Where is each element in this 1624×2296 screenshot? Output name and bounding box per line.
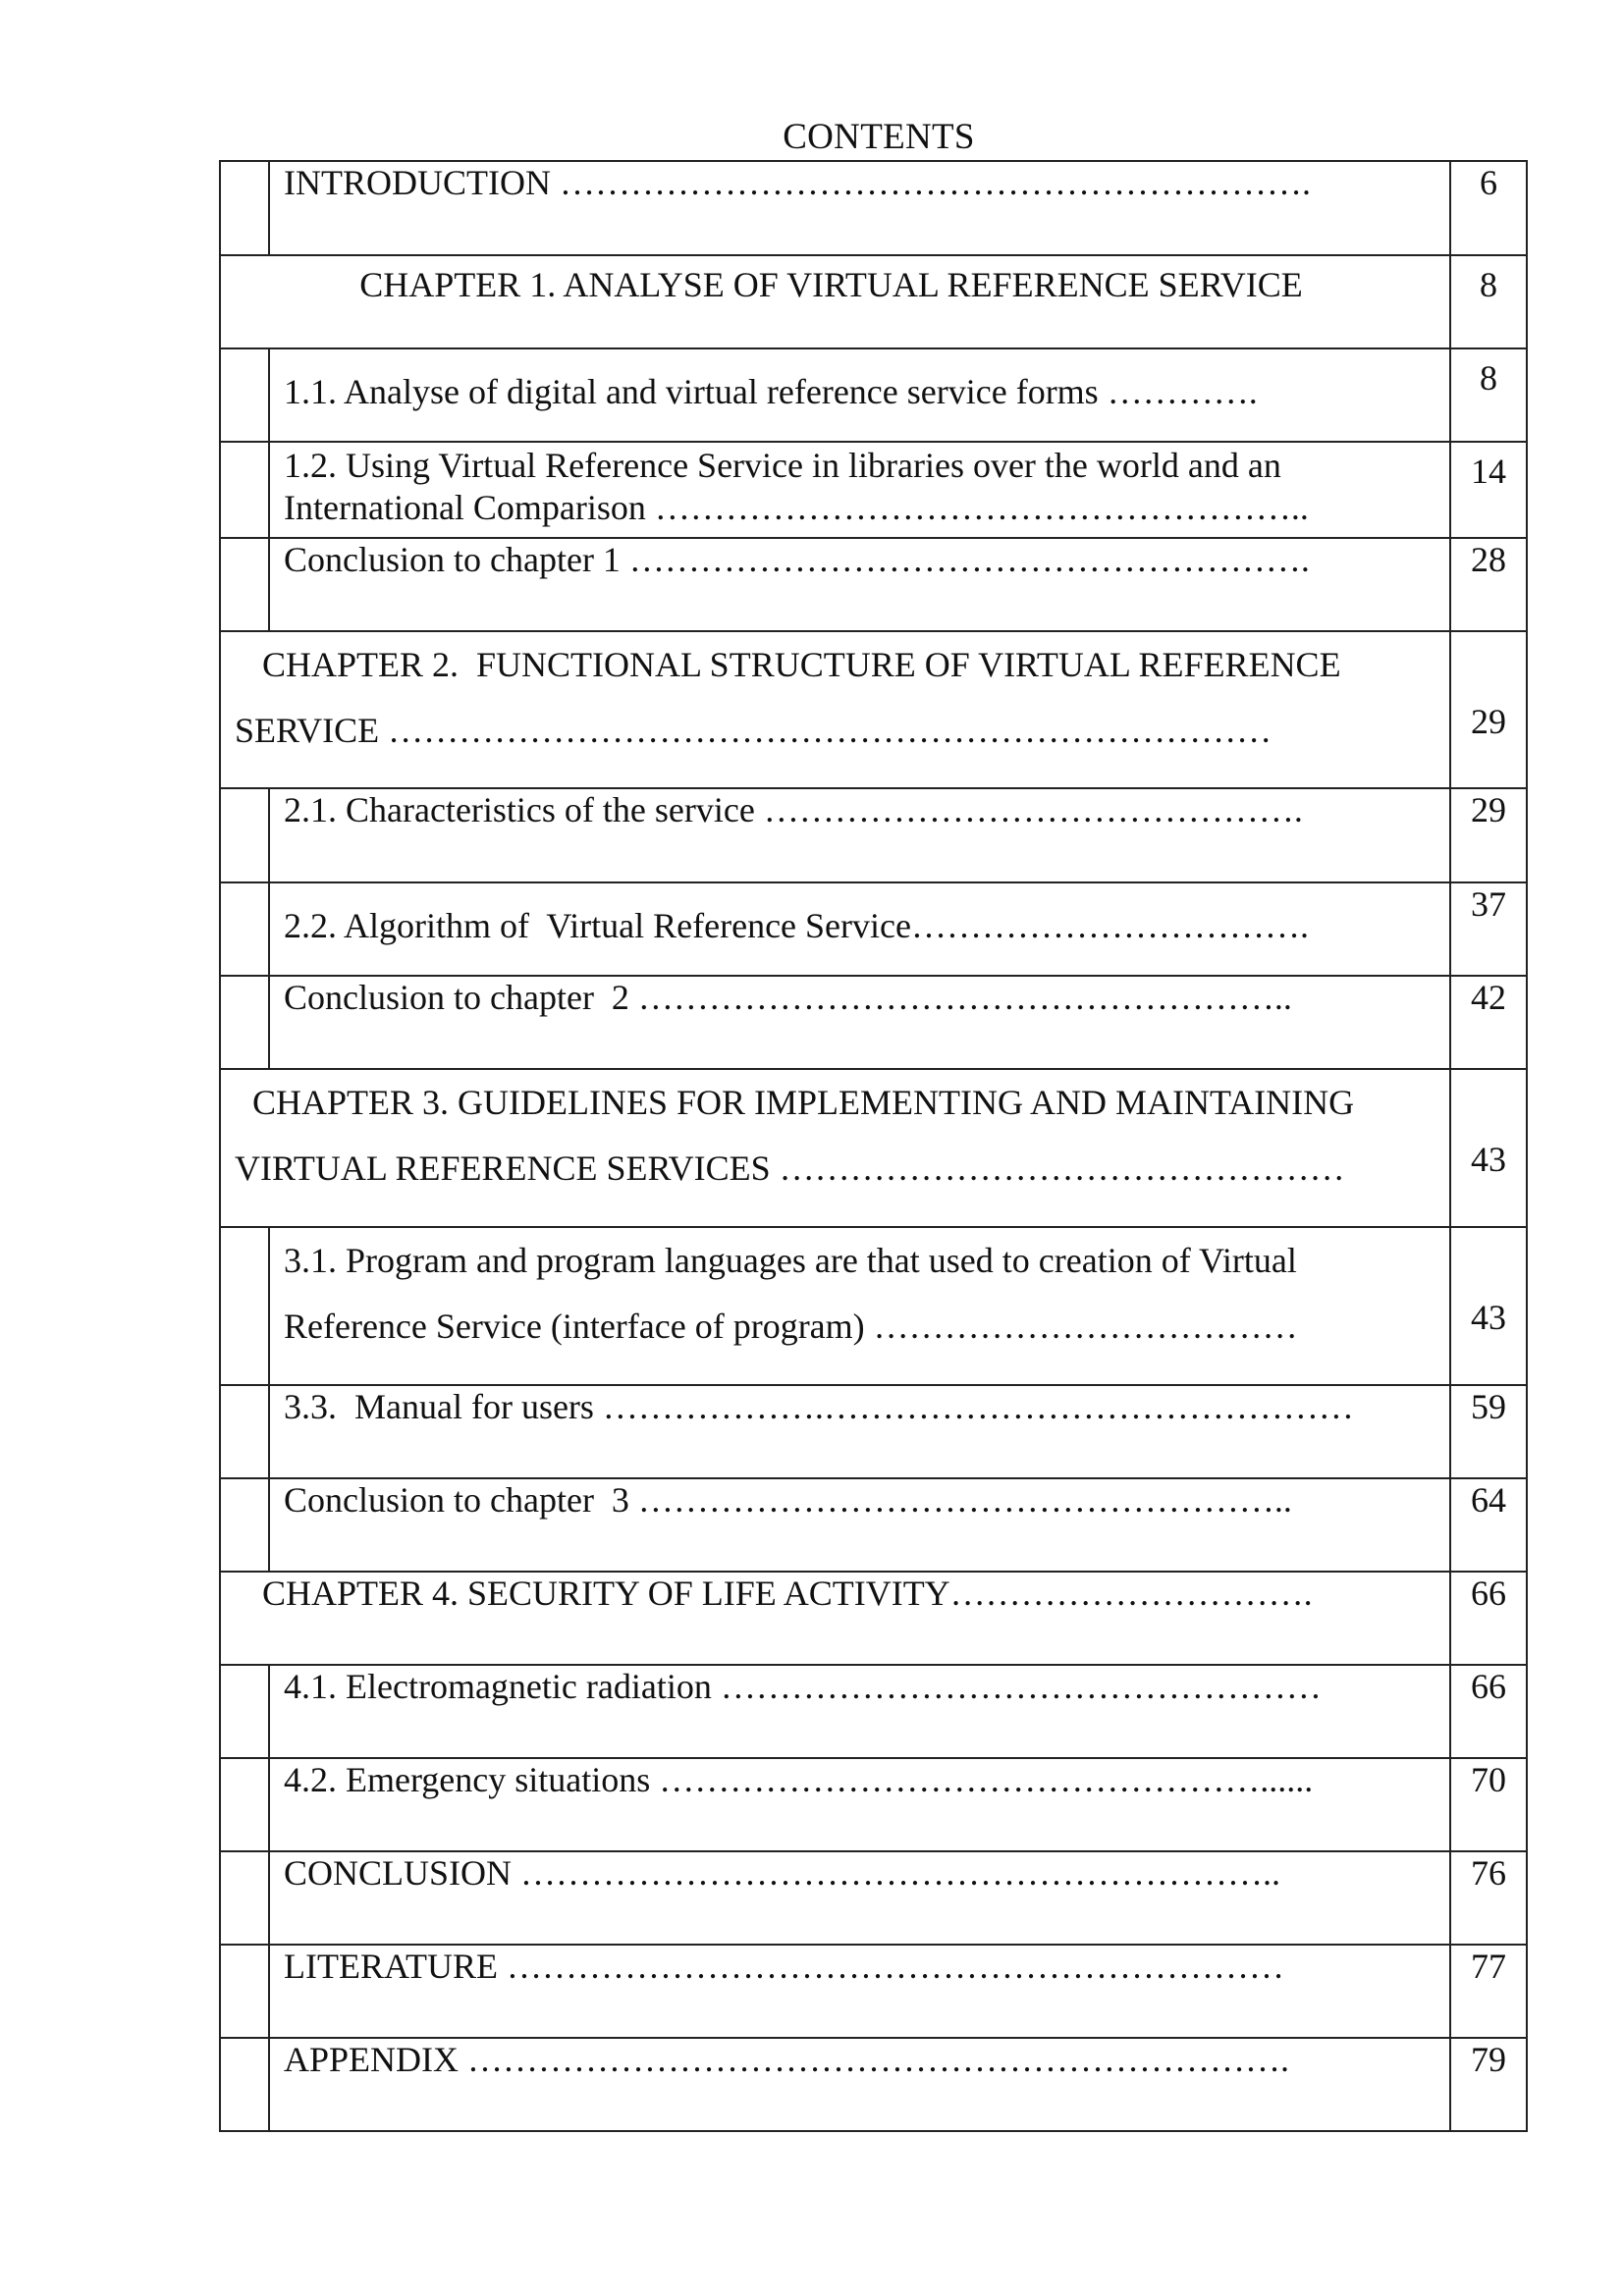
- page-cell: [1450, 1851, 1527, 1945]
- indent-cell: [220, 788, 269, 882]
- toc-row-conclusion-2: [220, 976, 1527, 1069]
- page-cell: [1450, 348, 1527, 442]
- contents-table: [219, 160, 1528, 2132]
- chapter-heading-text[interactable]: CHAPTER 1. ANALYSE OF VIRTUAL REFERENCE SERVICE: [359, 265, 1303, 304]
- toc-entry-text[interactable]: CONCLUSION ………………………………………………………..: [284, 1853, 1281, 1893]
- toc-entry-text[interactable]: 1.1. Analyse of digital and virtual reference service forms ………….: [284, 372, 1258, 411]
- toc-row-literature: [220, 1945, 1527, 2038]
- toc-entry-cell: [269, 1227, 1450, 1385]
- page-number: 79: [1471, 2040, 1506, 2079]
- toc-row-conclusion-3: [220, 1478, 1527, 1572]
- toc-entry-cell: [269, 1945, 1450, 2038]
- toc-entry-text[interactable]: Conclusion to chapter 2 ………………………………………………..: [284, 978, 1292, 1017]
- page-number: 37: [1471, 884, 1506, 924]
- toc-entry-cell: [269, 788, 1450, 882]
- page-number: 29: [1471, 790, 1506, 829]
- page-cell: [1450, 1758, 1527, 1851]
- page-number: 42: [1471, 978, 1506, 1017]
- page-number: 14: [1471, 452, 1506, 491]
- chapter-heading-cell: [220, 255, 1450, 348]
- page-cell: [1450, 788, 1527, 882]
- chapter-heading-cell: [220, 631, 1450, 788]
- toc-row-introduction: [220, 161, 1527, 255]
- toc-entry-text[interactable]: 2.1. Characteristics of the service ……………………………………….: [284, 790, 1303, 829]
- page-cell: [1450, 1069, 1527, 1227]
- toc-row-chapter-2: [220, 631, 1527, 788]
- toc-row-conclusion: [220, 1851, 1527, 1945]
- toc-entry-cell: [269, 1665, 1450, 1758]
- page-cell: [1450, 1665, 1527, 1758]
- indent-cell: [220, 348, 269, 442]
- toc-entry-text[interactable]: 3.3. Manual for users ……………….………………………………………: [284, 1387, 1354, 1426]
- indent-cell: [220, 1665, 269, 1758]
- toc-entry-cell: [269, 161, 1450, 255]
- page-title: CONTENTS: [783, 117, 975, 157]
- page-number: 43: [1471, 1298, 1506, 1337]
- page-cell: [1450, 255, 1527, 348]
- indent-cell: [220, 1385, 269, 1478]
- toc-entry-cell: [269, 976, 1450, 1069]
- toc-row-section-1-1: [220, 348, 1527, 442]
- page-number: 29: [1471, 702, 1506, 741]
- page-number: 70: [1471, 1760, 1506, 1799]
- page-number: 66: [1471, 1667, 1506, 1706]
- toc-entry-text[interactable]: Conclusion to chapter 1 ………………………………………………….: [284, 540, 1310, 579]
- toc-entry-text[interactable]: INTRODUCTION ……………………………………………………….: [284, 163, 1311, 202]
- page-number: 59: [1471, 1387, 1506, 1426]
- page-cell: [1450, 1478, 1527, 1572]
- page-number: 6: [1480, 163, 1497, 202]
- page-number: 66: [1471, 1574, 1506, 1613]
- toc-entry-cell: [269, 1385, 1450, 1478]
- page-cell: [1450, 1572, 1527, 1665]
- page-number: 8: [1480, 265, 1497, 304]
- chapter-heading-text[interactable]: CHAPTER 3. GUIDELINES FOR IMPLEMENTING AND MAINTAINING VIRTUAL REFERENCE SERVICES …………………………………………: [235, 1083, 1363, 1188]
- indent-cell: [220, 976, 269, 1069]
- toc-row-conclusion-1: [220, 538, 1527, 631]
- toc-row-section-3-1: [220, 1227, 1527, 1385]
- page-cell: [1450, 538, 1527, 631]
- toc-row-section-4-1: [220, 1665, 1527, 1758]
- chapter-heading-cell: [220, 1572, 1450, 1665]
- toc-entry-text[interactable]: LITERATURE …………………………………………………………: [284, 1947, 1284, 1986]
- page-cell: [1450, 882, 1527, 976]
- toc-entry-text[interactable]: 3.1. Program and program languages are that used to creation of Virtual Reference Service (interface of program) ………………………………: [284, 1241, 1306, 1346]
- page-number: 76: [1471, 1853, 1506, 1893]
- indent-cell: [220, 538, 269, 631]
- toc-entry-cell: [269, 1851, 1450, 1945]
- toc-entry-text[interactable]: 1.2. Using Virtual Reference Service in libraries over the world and an International Comparison ………………………………………………..: [284, 446, 1309, 527]
- page-number: 64: [1471, 1480, 1506, 1520]
- toc-row-section-1-2: [220, 442, 1527, 538]
- page-cell: [1450, 2038, 1527, 2131]
- indent-cell: [220, 882, 269, 976]
- chapter-heading-text[interactable]: CHAPTER 4. SECURITY OF LIFE ACTIVITY………………………….: [262, 1574, 1313, 1613]
- page-number: 43: [1471, 1140, 1506, 1179]
- toc-entry-cell: [269, 1478, 1450, 1572]
- toc-entry-cell: [269, 538, 1450, 631]
- page-cell: [1450, 1385, 1527, 1478]
- indent-cell: [220, 1478, 269, 1572]
- toc-entry-cell: [269, 1758, 1450, 1851]
- page-cell: [1450, 1945, 1527, 2038]
- indent-cell: [220, 1227, 269, 1385]
- toc-entry-cell: [269, 882, 1450, 976]
- toc-entry-cell: [269, 348, 1450, 442]
- toc-entry-text[interactable]: APPENDIX …………………………………………………………….: [284, 2040, 1290, 2079]
- toc-entry-cell: [269, 2038, 1450, 2131]
- page-number: 8: [1480, 358, 1497, 398]
- toc-entry-text[interactable]: 4.1. Electromagnetic radiation ……………………………………………: [284, 1667, 1322, 1706]
- page-cell: [1450, 161, 1527, 255]
- toc-row-section-3-3: [220, 1385, 1527, 1478]
- toc-entry-text[interactable]: 4.2. Emergency situations ……………………………………………......: [284, 1760, 1314, 1799]
- toc-row-chapter-1: [220, 255, 1527, 348]
- indent-cell: [220, 2038, 269, 2131]
- toc-row-appendix: [220, 2038, 1527, 2131]
- toc-row-section-2-2: [220, 882, 1527, 976]
- chapter-heading-cell: [220, 1069, 1450, 1227]
- indent-cell: [220, 161, 269, 255]
- indent-cell: [220, 1758, 269, 1851]
- toc-row-chapter-3: [220, 1069, 1527, 1227]
- indent-cell: [220, 1945, 269, 2038]
- indent-cell: [220, 442, 269, 538]
- toc-row-section-4-2: [220, 1758, 1527, 1851]
- chapter-heading-text[interactable]: CHAPTER 2. FUNCTIONAL STRUCTURE OF VIRTUAL REFERENCE SERVICE …………………………………………………………………: [235, 645, 1350, 750]
- page-cell: [1450, 976, 1527, 1069]
- toc-row-section-2-1: [220, 788, 1527, 882]
- page-cell: [1450, 1227, 1527, 1385]
- page-cell: [1450, 631, 1527, 788]
- toc-entry-cell: [269, 442, 1450, 538]
- toc-entry-text[interactable]: Conclusion to chapter 3 ………………………………………………..: [284, 1480, 1292, 1520]
- toc-entry-text[interactable]: 2.2. Algorithm of Virtual Reference Service…………………………….: [284, 906, 1309, 945]
- indent-cell: [220, 1851, 269, 1945]
- page-cell: [1450, 442, 1527, 538]
- toc-row-chapter-4: [220, 1572, 1527, 1665]
- page-number: 28: [1471, 540, 1506, 579]
- page-number: 77: [1471, 1947, 1506, 1986]
